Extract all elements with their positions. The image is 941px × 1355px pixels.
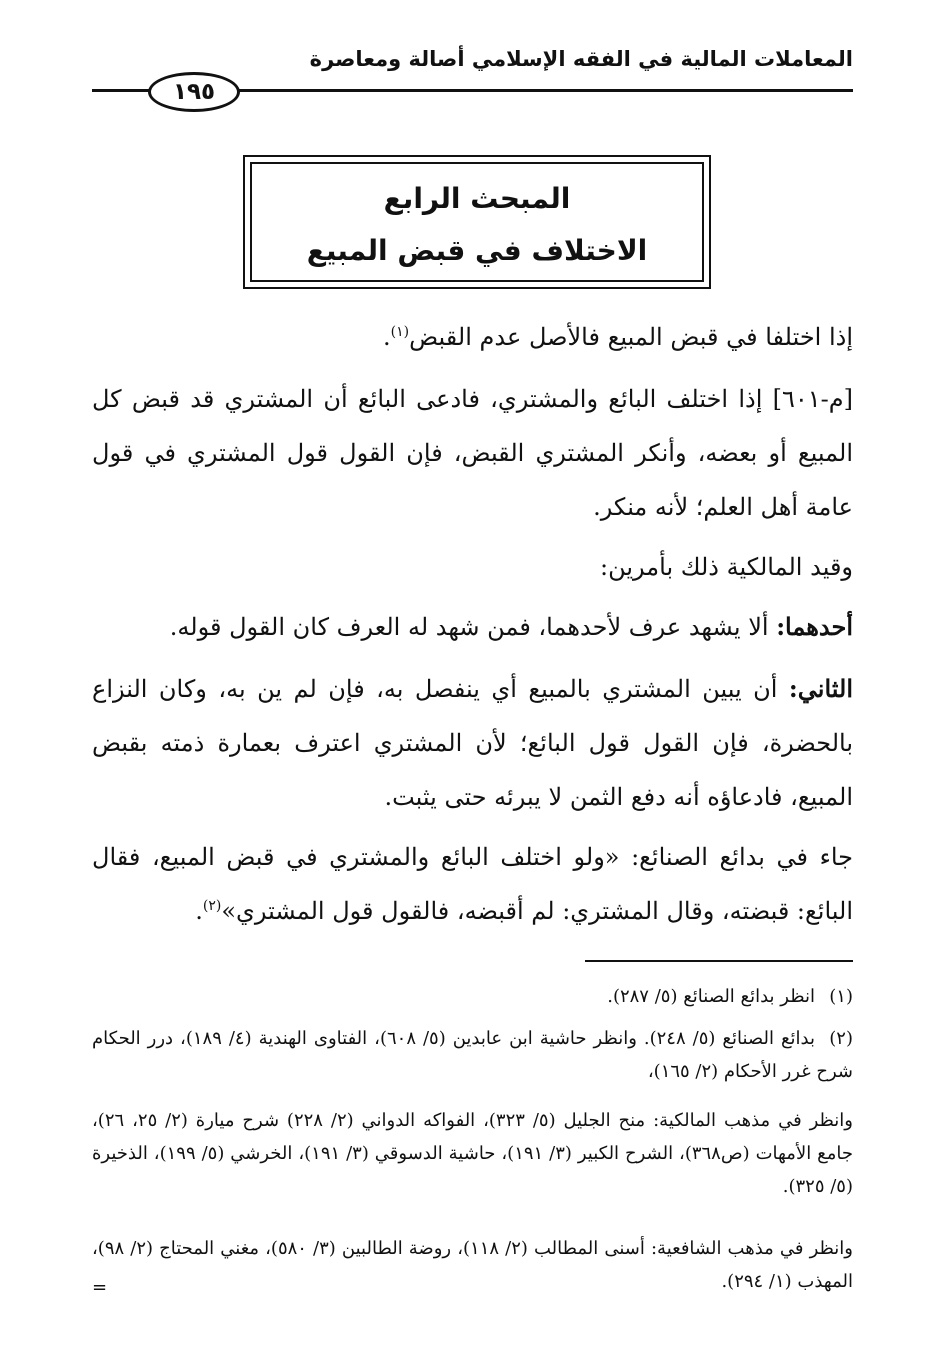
badai-quote-text: جاء في بدائع الصنائع: «ولو اختلف البائع والمشتري في قبض المبيع، فقال البائع: قبضته، وقال المشتري: لم أقبضه، فالقول قول المشتري» <box>92 843 853 925</box>
page-number: ١٩٥ <box>148 72 240 112</box>
footnote-2-maliki: وانظر في مذهب المالكية: منح الجليل (٥/ ٣٢٣)، الفواكه الدواني (٢/ ٢٢٨) شرح ميارة (٢/ ٢٥، ٢٦)، جامع الأمهات (ص٣٦٨)، الشرح الكبير (٣/ ١٩١)، حاشية الدسوقي (٣/ ١٩١)، الخرشي (٥/ ١٩٩)، الذخيرة (٥/ ٣٢٥). <box>92 1110 853 1197</box>
badai-quote-tail: . <box>195 897 203 925</box>
footnote-2-number: (٢) <box>829 1028 853 1049</box>
footnote-1 <box>92 980 853 1013</box>
footnote-ref-1[interactable]: (١) <box>390 324 410 340</box>
paragraph-maliki-conditions: وقيد المالكية ذلك بأمرين: <box>600 553 853 581</box>
paragraph-condition-two <box>92 662 853 824</box>
section-title-frame <box>250 162 704 282</box>
footnote-2 <box>92 1022 853 1088</box>
running-title: المعاملات المالية في الفقه الإسلامي أصالة ومعاصرة <box>309 47 853 71</box>
condition-one-label: أحدهما: <box>776 612 853 641</box>
paragraph-intro-text: إذا اختلفا في قبض المبيع فالأصل عدم القبض <box>409 323 853 351</box>
footnote-ref-2[interactable]: (٢) <box>202 898 222 914</box>
footnote-1-text: انظر بدائع الصنائع (٥/ ٢٨٧). <box>607 986 815 1007</box>
paragraph-badai-quote <box>92 830 853 938</box>
paragraph-issue-601: [م-٦٠١] إذا اختلف البائع والمشتري، فادعى البائع أن المشتري قد قبض كل المبيع أو بعضه، وأنكر المشتري القبض، فإن القول قول المشتري في قول عامة أهل العلم؛ لأنه منكر. <box>92 385 853 521</box>
section-subheading: الاختلاف في قبض المبيع <box>306 234 648 267</box>
condition-two-label: الثاني: <box>788 674 853 703</box>
footnote-2-shafii: وانظر في مذهب الشافعية: أسنى المطالب (٢/ ١١٨)، روضة الطالبين (٣/ ٥٨٠)، مغني المحتاج (٢/ ٩٨)، المهذب (١/ ٢٩٤). <box>92 1238 853 1292</box>
footnote-2-text: بدائع الصنائع (٥/ ٢٤٨). وانظر حاشية ابن عابدين (٥/ ٦٠٨)، الفتاوى الهندية (٤/ ١٨٩)، درر الحكام شرح غرر الأحكام (٢/ ١٦٥)، <box>92 1028 853 1082</box>
footnote-separator <box>585 960 853 962</box>
section-title-box <box>243 155 711 289</box>
section-heading: المبحث الرابع <box>383 182 571 215</box>
paragraph-intro <box>92 310 853 364</box>
paragraph-intro-tail: . <box>383 323 391 351</box>
footnote-continuation-mark: = <box>92 1277 108 1298</box>
paragraph-condition-one <box>92 600 853 654</box>
condition-two-text: أن يبين المشتري بالمبيع أي ينفصل به، فإن لم ين به، وكان النزاع بالحضرة، فإن القول قول البائع؛ لأن المشتري اعترف بعمارة ذمته بقبض المبيع، فادعاؤه أنه دفع الثمن لا يبرئه حتى يثبت. <box>92 675 853 811</box>
footnote-1-number: (١) <box>829 986 853 1007</box>
condition-one-text: ألا يشهد عرف لأحدهما، فمن شهد له العرف كان القول قوله. <box>169 613 777 641</box>
